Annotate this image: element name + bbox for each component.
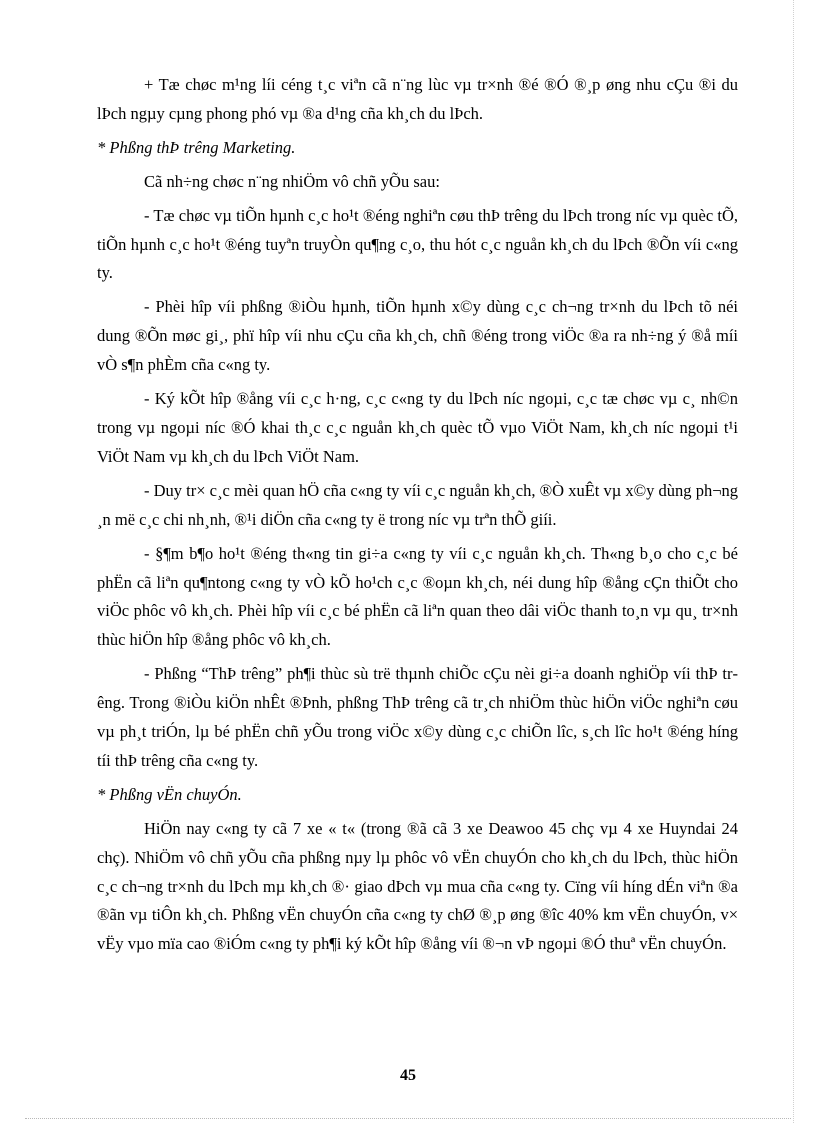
margin-guide [793,0,794,1123]
section-heading-marketing: * Phßng thÞ trêng Marketing. [97,137,296,157]
paragraph-relations: - Duy tr× c¸c mèi quan hÖ cña c«ng ty víi c¸c nguån kh¸ch, ®Ò xuÊt vµ x©y dùng ph¬ng ¸n më c¸c chi nh¸nh, ®¹i diÖn cña c«ng ty ë trong níc vµ trªn thÕ giíi. [97,480,738,529]
paragraph-coordination: - Phèi hîp víi phßng ®iÒu hµnh, tiÕn hµnh x©y dùng c¸c ch¬ng tr×nh du lÞch tõ néi dung ®Õn møc gi¸, phï hîp víi nhu cÇu cña kh¸ch, chñ ®éng trong viÖc ®a ra nh÷ng ý ®å míi vÒ s¶n phÈm cña c«ng ty. [97,297,738,375]
paragraph-research: - Tæ chøc vµ tiÕn hµnh c¸c ho¹t ®éng nghiªn cøu thÞ trêng du lÞch trong níc vµ quèc tÕ, tiÕn hµnh c¸c ho¹t ®éng tuyªn truyÒn qu¶ng c¸o, thu hót c¸c nguån kh¸ch du lÞch ®Õn víi c«ng ty. [97,205,738,283]
section-heading-transport: * Phßng vËn chuyÓn. [97,784,242,804]
paragraph-contracts: - Ký kÕt hîp ®ång víi c¸c h·ng, c¸c c«ng ty du lÞch níc ngoµi, c¸c tæ chøc vµ c¸ nh©n trong vµ ngoµi níc ®Ó khai th¸c c¸c nguån kh¸ch quèc tÕ vµo ViÖt Nam, kh¸ch níc ngoµi t¹i ViÖt Nam vµ kh¸ch du lÞch ViÖt Nam. [97,389,738,466]
paragraph-market-bridge: - Phßng “ThÞ trêng” ph¶i thùc sù trë thµnh chiÕc cÇu nèi gi÷a doanh nghiÖp víi thÞ trêng. Trong ®iÒu kiÖn nhÊt ®Þnh, phßng ThÞ trêng cã tr¸ch nhiÖm thùc hiÖn viÖc nghiªn cøu vµ ph¸t triÓn, lµ bé phËn chñ yÕu trong viÖc x©y dùng c¸c chiÕn lîc, s¸ch lîc ho¹t ®éng híng tíi thÞ trêng cña c«ng ty. [97,664,738,770]
footer-divider [25,1118,791,1119]
paragraph-transport: HiÖn nay c«ng ty cã 7 xe « t« (trong ®ã cã 3 xe Deawoo 45 chç vµ 4 xe Huyndai 24 chç). NhiÖm vô chñ yÕu cña phßng nµy lµ phôc vô vËn chuyÓn cho kh¸ch du lÞch, thùc hiÖn c¸c ch¬ng tr×nh du lÞch mµ kh¸ch ®· giao dÞch vµ mua cña c«ng ty. Cïng víi híng dÉn viªn ®a ®ãn vµ tiÔn kh¸ch. Phßng vËn chuyÓn cña c«ng ty chØ ®¸p øng ®îc 40% km vËn chuyÓn, v× vËy vµo mïa cao ®iÓm c«ng ty ph¶i ký kÕt hîp ®ång víi ®¬n vÞ ngoµi ®Ó thuª vËn chuyÓn. [97,818,738,954]
paragraph-information: - §¶m b¶o ho¹t ®éng th«ng tin gi÷a c«ng ty víi c¸c nguån kh¸ch. Th«ng b¸o cho c¸c bé phËn cã liªn qu¶ntong c«ng ty vÒ kÕ ho¹ch c¸c ®oµn kh¸ch, néi dung hîp ®ång cÇn thiÕt cho viÖc phôc vô kh¸ch. Phèi hîp víi c¸c bé phËn cã liªn quan theo dâi viÖc thanh to¸n vµ qu¸ tr×nh thùc hiÖn hîp ®ång phôc vô kh¸ch. [97,543,738,650]
document-body [97,71,738,964]
paragraph-network: + Tæ chøc m¹ng líi céng t¸c viªn cã n¨ng lùc vµ tr×nh ®é ®Ó ®¸p øng nhu cÇu ®i du lÞch ngµy cµng phong phó vµ ®a d¹ng cña kh¸ch du lÞch. [97,75,738,123]
paragraph-intro: Cã nh÷ng chøc n¨ng nhiÖm vô chñ yÕu sau: [144,171,440,191]
page-number: 45 [400,1067,416,1084]
